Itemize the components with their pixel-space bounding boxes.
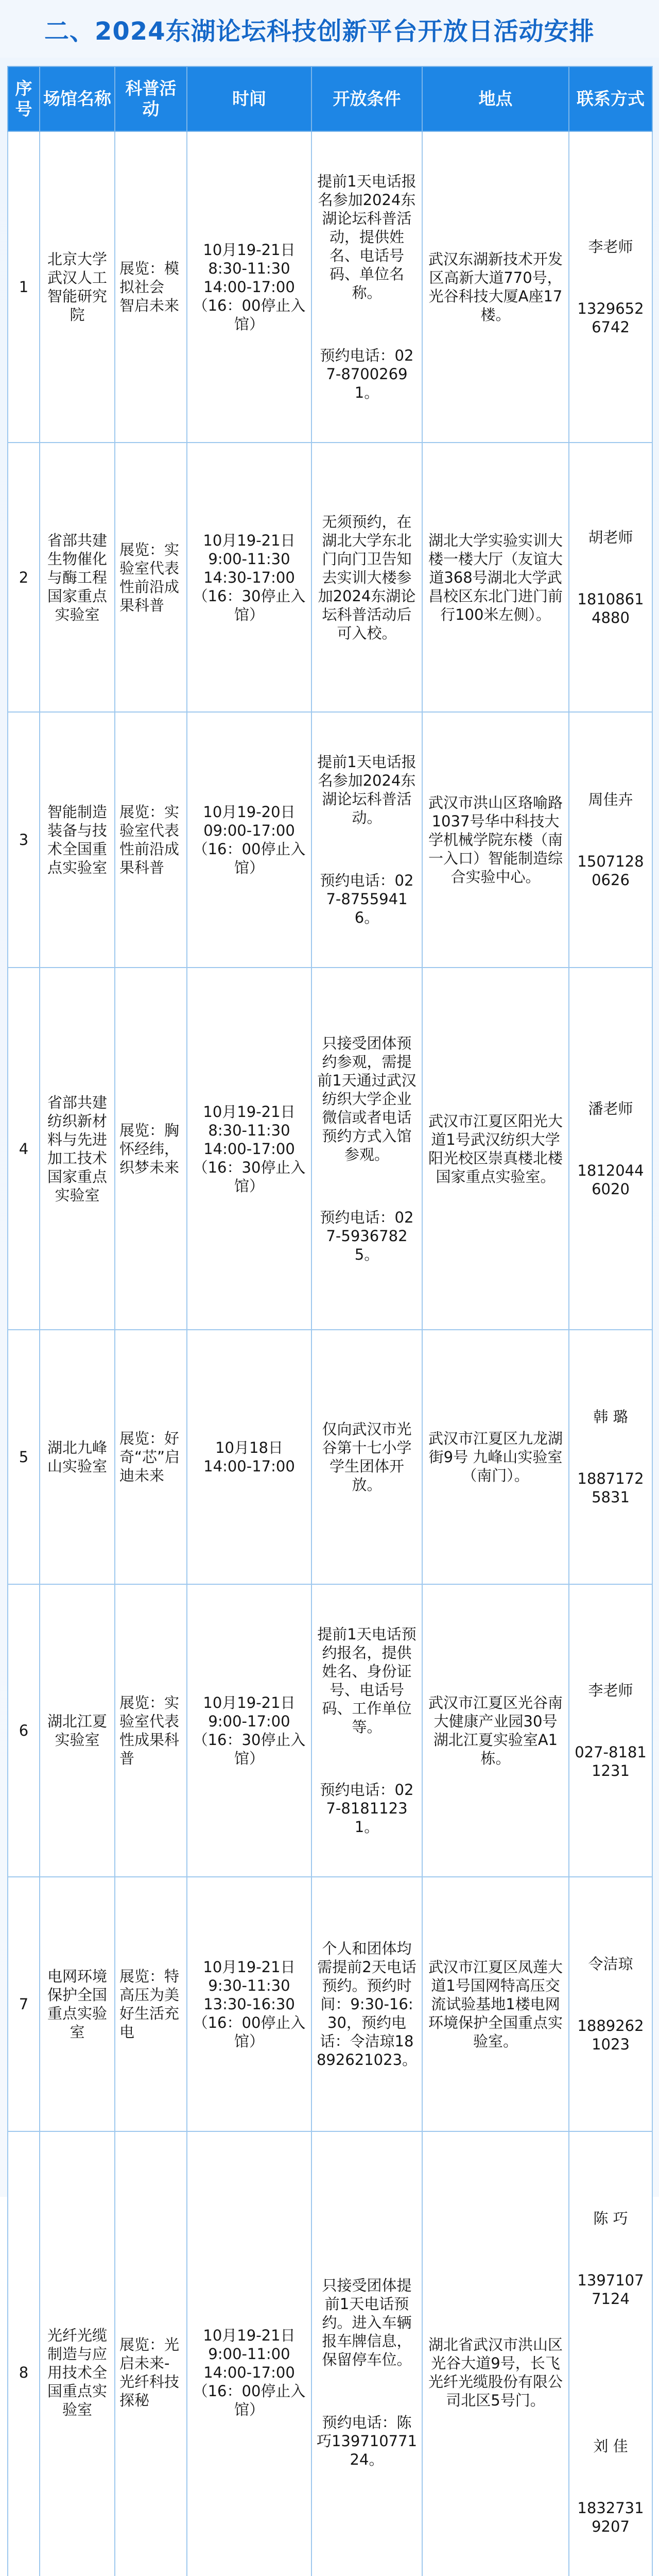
- booking-phone: 预约电话：027-59367825。: [320, 1208, 414, 1263]
- condition-text: 只接受团体预约参观，需提前1天通过武汉纺织大学企业微信或者电话预约方式入馆参观。: [317, 1034, 417, 1163]
- contact-person: [574, 1370, 648, 1544]
- contact-name: 刘 佳: [593, 2437, 628, 2455]
- open-condition: [311, 712, 422, 968]
- header-condition: 开放条件: [311, 66, 422, 131]
- table-row: [8, 131, 652, 443]
- open-condition: [311, 968, 422, 1330]
- location: 武汉市江夏区阳光大道1号武汉纺织大学阳光校区崇真楼北楼国家重点实验室。: [422, 968, 569, 1330]
- condition-text: 提前1天电话预约报名，提供姓名、身份证号、电话号码、工作单位等。: [317, 1625, 417, 1736]
- open-time: 10月19-21日 8:30-11:30 14:00-17:00 （16：30停止入馆）: [187, 968, 311, 1330]
- contact-phone: 18108614880: [577, 590, 644, 626]
- contact: [569, 1877, 652, 2131]
- contact-person: [574, 1918, 648, 2091]
- open-condition: [311, 443, 422, 712]
- table-row: [8, 1330, 652, 1584]
- row-number: 2: [8, 443, 40, 712]
- activity: 展览：光启未来-光纤科技探秘: [115, 2131, 187, 2576]
- location: 武汉市洪山区珞喻路1037号华中科技大学机械学院东楼（南一入口）智能制造综合实验中心。: [422, 712, 569, 968]
- contact: [569, 2131, 652, 2576]
- contact: [569, 1330, 652, 1584]
- contact-phone: 18120446020: [577, 1161, 644, 1198]
- contact: [569, 131, 652, 443]
- contact-phone: 13971077124: [577, 2272, 644, 2308]
- booking-phone: 预约电话：027-87559416。: [320, 872, 414, 926]
- location: 湖北省武汉市洪山区光谷大道9号，长飞光纤光缆股份有限公司北区5号门。: [422, 2131, 569, 2576]
- condition-text: 无须预约，在湖北大学东北门向门卫告知去实训大楼参加2024东湖论坛科普活动后可入校。: [318, 513, 416, 642]
- location: 武汉东湖新技术开发区高新大道770号，光谷科技大厦A座17楼。: [422, 131, 569, 443]
- open-condition: [311, 1330, 422, 1584]
- header-activity: 科普活动: [115, 66, 187, 131]
- activity: 展览：胸怀经纬，织梦未来: [115, 968, 187, 1330]
- location: 武汉市江夏区光谷南大健康产业园30号 湖北江夏实验室A1栋。: [422, 1584, 569, 1877]
- table-header-row: [8, 66, 652, 131]
- contact-name: 胡老师: [588, 528, 633, 546]
- activity: 展览：模拟社会 智启未来: [115, 131, 187, 443]
- condition-text: 提前1天电话报名参加2024东湖论坛科普活动。: [317, 753, 417, 826]
- open-condition: [311, 131, 422, 443]
- header-contact: 联系方式: [569, 66, 652, 131]
- contact-person: [574, 491, 648, 664]
- contact-name: 李老师: [588, 1682, 633, 1699]
- header-no: 序号: [8, 66, 40, 131]
- open-condition: [311, 1584, 422, 1877]
- activity: 展览：实验室代表性前沿成果科普: [115, 443, 187, 712]
- condition-text: 仅向武汉市光谷第十七小学学生团体开放。: [322, 1420, 412, 1494]
- contact: [569, 1584, 652, 1877]
- open-time: 10月19-21日 9:00-11:30 14:30-17:00 （16：30停止入馆）: [187, 443, 311, 712]
- activity: 展览：好奇“芯”启迪未来: [115, 1330, 187, 1584]
- location: 武汉市江夏区凤莲大道1号国网特高压交流试验基地1楼电网环境保护全国重点实验室。: [422, 1877, 569, 2131]
- row-number: 8: [8, 2131, 40, 2576]
- booking-phone: 预约电话：027-81811231。: [320, 1781, 414, 1836]
- table-row: [8, 443, 652, 712]
- contact-phone: 13296526742: [577, 300, 644, 336]
- contact-phone: 15071280626: [577, 853, 644, 889]
- condition-text: 个人和团体均需提前2天电话预约。预约时间：9:30-16:30，预约电话：令洁琼18892621023。: [316, 1940, 418, 2069]
- row-number: 7: [8, 1877, 40, 2131]
- open-condition: [311, 2131, 422, 2576]
- row-number: 6: [8, 1584, 40, 1877]
- venue-name: 省部共建生物催化与酶工程国家重点实验室: [40, 443, 115, 712]
- contact-name: 令洁琼: [588, 1955, 633, 1973]
- header-venue: 场馆名称: [40, 66, 115, 131]
- contact-name: 潘老师: [588, 1099, 633, 1117]
- row-number: 5: [8, 1330, 40, 1584]
- table-row: [8, 2131, 652, 2576]
- contact-phone: 18871725831: [577, 1470, 644, 1506]
- table-row: [8, 968, 652, 1330]
- open-time: 10月19-21日 8:30-11:30 14:00-17:00 （16：00停止入馆）: [187, 131, 311, 443]
- contact-name: 李老师: [588, 238, 633, 256]
- header-time: 时间: [187, 66, 311, 131]
- schedule-table: [7, 66, 653, 2576]
- booking-phone: 预约电话：027-87002691。: [320, 347, 414, 401]
- location: 湖北大学实验实训大楼一楼大厅（友谊大道368号湖北大学武昌校区东北门进门前行100米左侧）。: [422, 443, 569, 712]
- open-time: 10月19-21日 9:30-11:30 13:30-16:30 （16：00停止入馆）: [187, 1877, 311, 2131]
- venue-name: 湖北九峰山实验室: [40, 1330, 115, 1584]
- table-row: [8, 1584, 652, 1877]
- booking-phone: 预约电话：陈巧13971077124。: [316, 2414, 418, 2468]
- row-number: 1: [8, 131, 40, 443]
- contact: [569, 712, 652, 968]
- table-row: [8, 712, 652, 968]
- row-number: 4: [8, 968, 40, 1330]
- contact-phone: 18327319207: [577, 2499, 644, 2535]
- open-time: 10月19-20日 09:00-17:00 （16：00停止入馆）: [187, 712, 311, 968]
- open-time: 10月18日 14:00-17:00: [187, 1330, 311, 1584]
- venue-name: 省部共建纺织新材料与先进加工技术国家重点实验室: [40, 968, 115, 1330]
- contact-person: [574, 2400, 648, 2573]
- contact-person: [574, 200, 648, 374]
- contact-phone: 18892621023: [577, 2017, 644, 2053]
- page-title: 二、2024东湖论坛科技创新平台开放日活动安排: [0, 0, 659, 58]
- venue-name: 电网环境保护全国重点实验室: [40, 1877, 115, 2131]
- contact-person: [574, 1644, 648, 1817]
- condition-text: 只接受团体提前1天电话预约。进入车辆报车牌信息，保留停车位。: [322, 2277, 412, 2368]
- venue-name: 智能制造装备与技术全国重点实验室: [40, 712, 115, 968]
- contact: [569, 968, 652, 1330]
- contact-person: [574, 2172, 648, 2345]
- activity: 展览：实验室代表性前沿成果科普: [115, 712, 187, 968]
- open-condition: [311, 1877, 422, 2131]
- venue-name: 北京大学武汉人工智能研究院: [40, 131, 115, 443]
- table-row: [8, 1877, 652, 2131]
- contact-name: 韩 璐: [593, 1408, 628, 1426]
- contact-name: 陈 巧: [593, 2210, 628, 2227]
- venue-name: 光纤光缆制造与应用技术全国重点实验室: [40, 2131, 115, 2576]
- contact-person: [574, 1062, 648, 1235]
- header-location: 地点: [422, 66, 569, 131]
- activity: 展览：特高压为美好生活充电: [115, 1877, 187, 2131]
- open-time: 10月19-21日 9:00-11:00 14:00-17:00 （16：00停止入馆）: [187, 2131, 311, 2576]
- condition-text: 提前1天电话报名参加2024东湖论坛科普活动，提供姓名、电话号码、单位名称。: [317, 173, 417, 301]
- contact-person: [574, 753, 648, 926]
- open-time: 10月19-21日 9:00-17:00 （16：30停止入馆）: [187, 1584, 311, 1877]
- contact-name: 周佳卉: [588, 791, 633, 808]
- activity: 展览：实验室代表性成果科普: [115, 1584, 187, 1877]
- contact-phone: 027-81811231: [575, 1743, 647, 1780]
- row-number: 3: [8, 712, 40, 968]
- contact: [569, 443, 652, 712]
- venue-name: 湖北江夏实验室: [40, 1584, 115, 1877]
- location: 武汉市江夏区九龙湖街9号 九峰山实验室（南门）。: [422, 1330, 569, 1584]
